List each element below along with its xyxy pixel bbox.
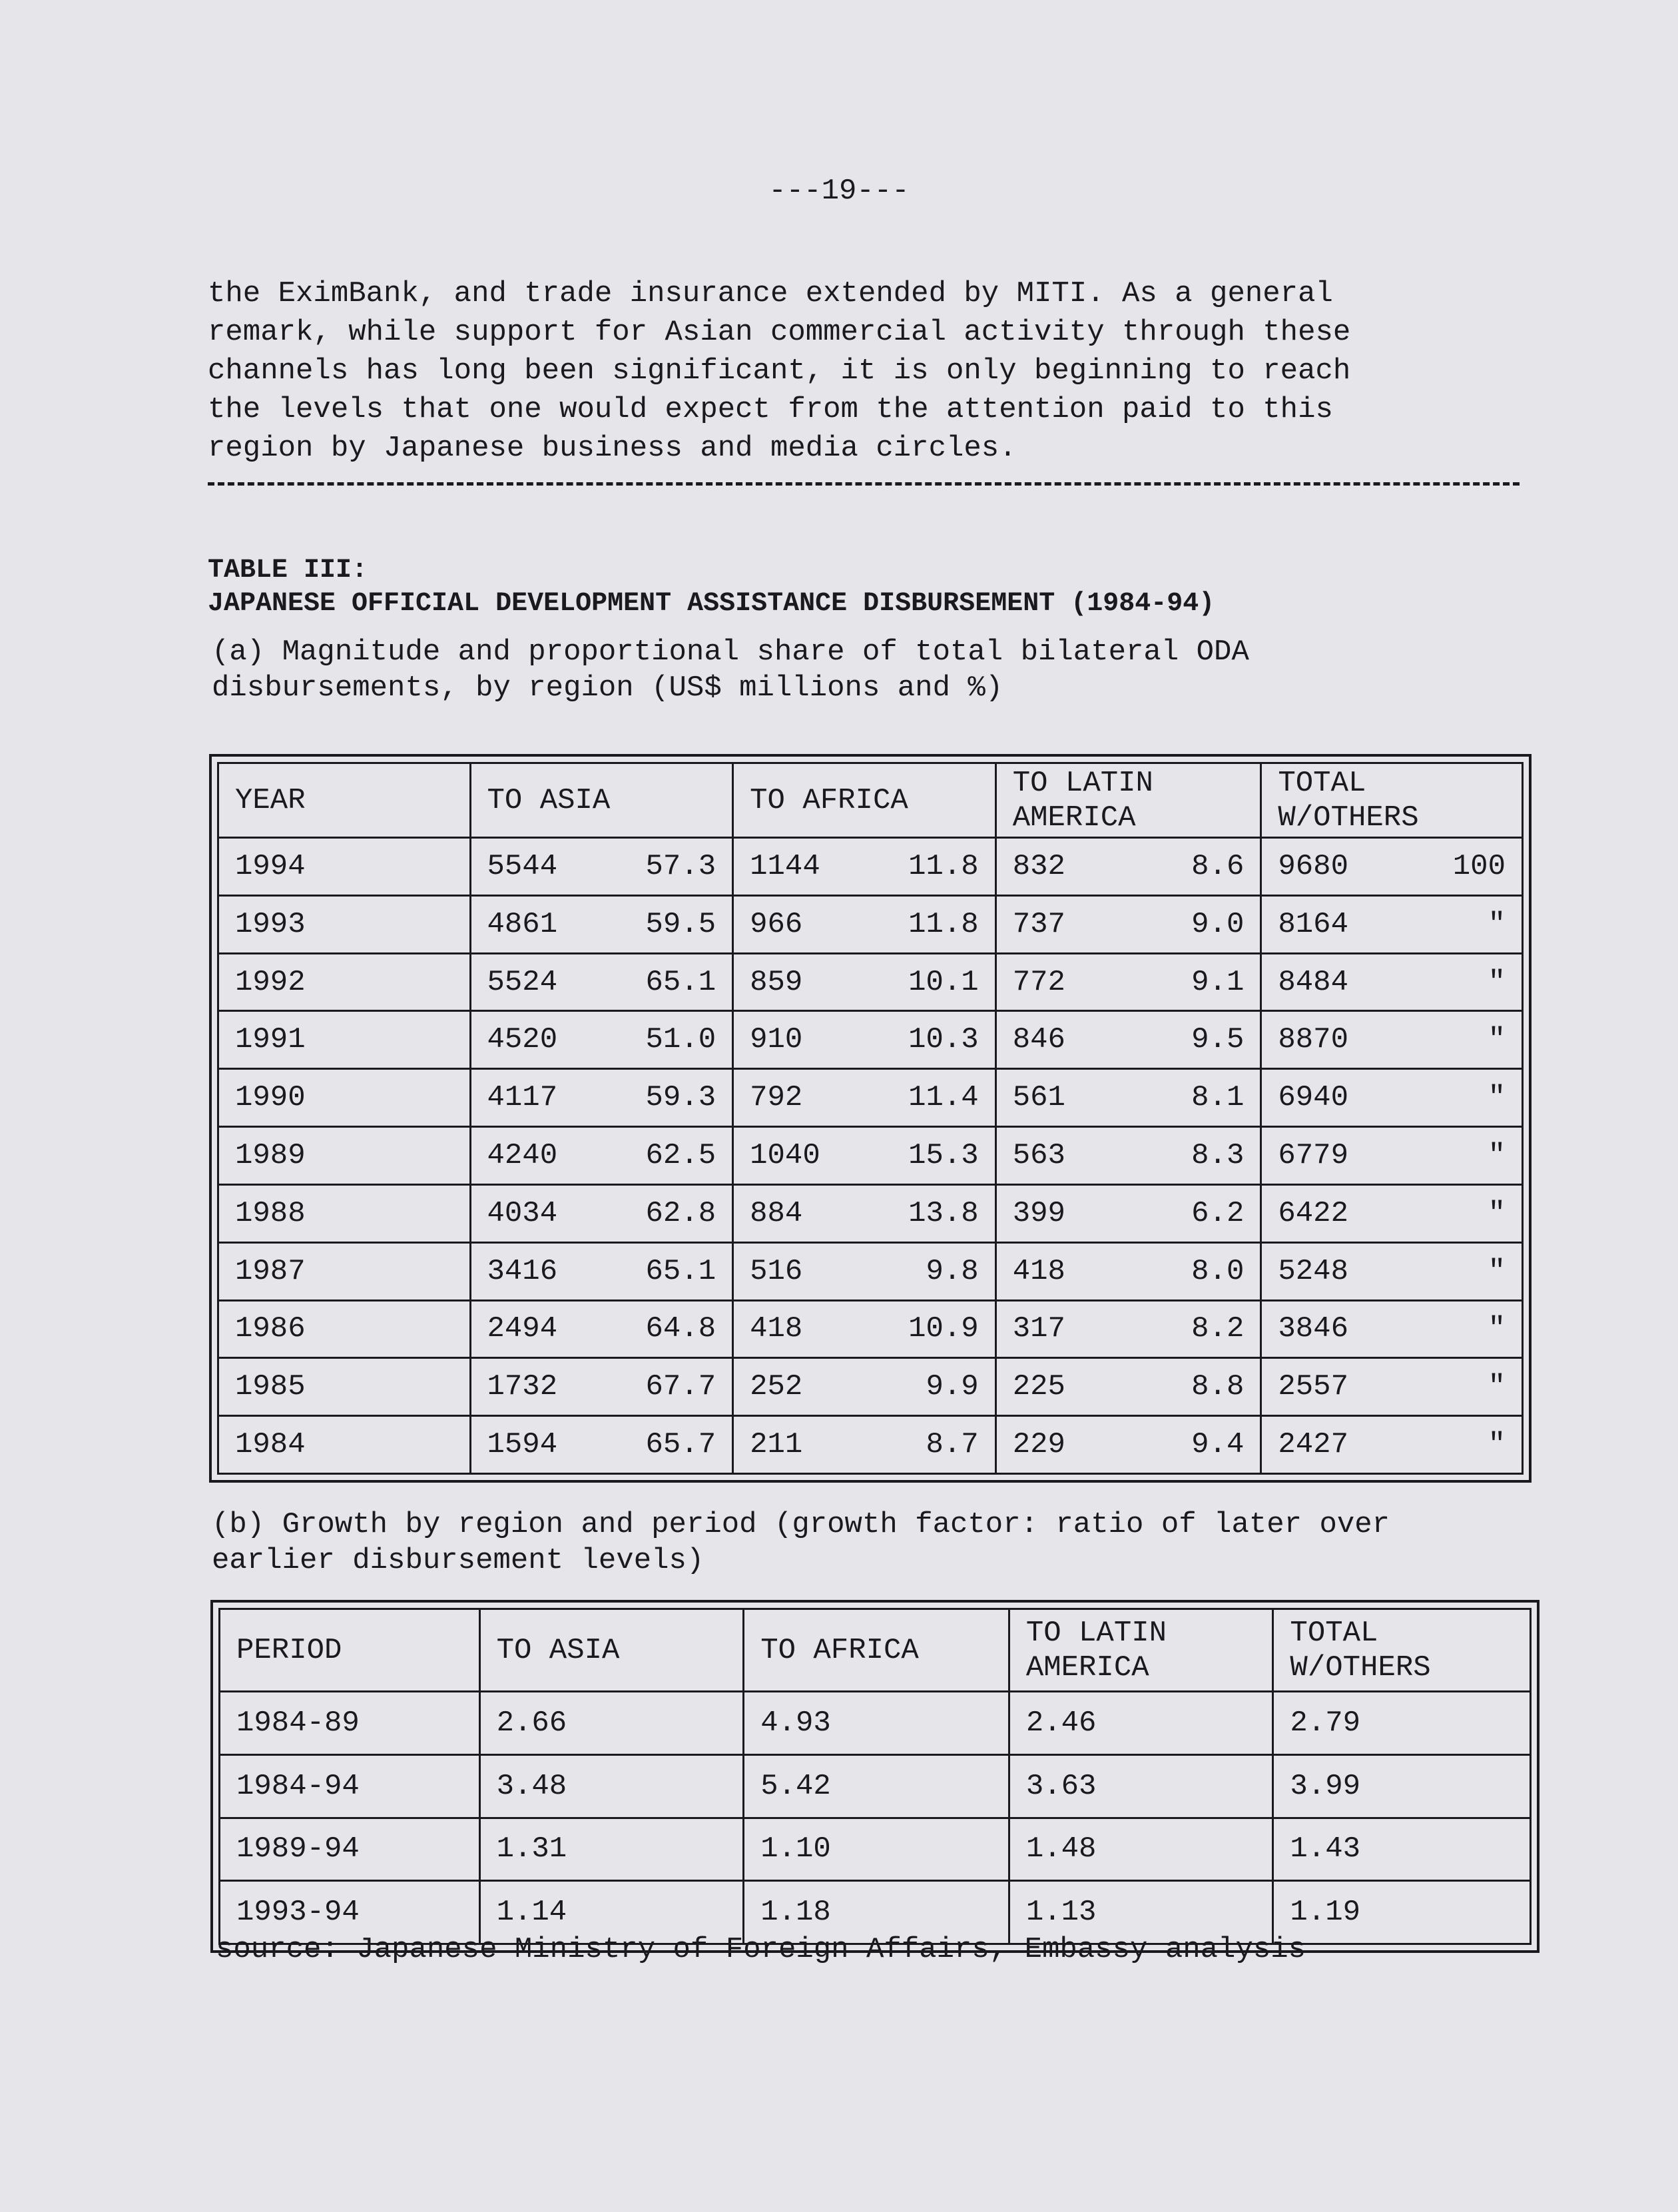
table-row <box>220 1818 1531 1881</box>
africa-value: 859 <box>750 965 803 999</box>
asia-value: 4117 <box>487 1081 558 1115</box>
table-number: TABLE III: <box>208 555 368 585</box>
latin-share: 8.8 <box>1191 1370 1245 1404</box>
africa-share: 11.8 <box>908 849 979 883</box>
latin-value: 418 <box>1012 1254 1065 1288</box>
total-cell: 1.19 <box>1273 1881 1531 1944</box>
header-to-latin-america <box>995 763 1261 838</box>
africa-cell: 5.42 <box>744 1754 1009 1818</box>
africa-cell: 1.10 <box>744 1818 1009 1881</box>
year-cell: 1989 <box>218 1127 471 1185</box>
asia-share: 67.7 <box>645 1370 716 1404</box>
asia-share: 62.5 <box>645 1138 716 1172</box>
header-line: W/OTHERS <box>1290 1651 1431 1684</box>
header-to-asia: TO ASIA <box>470 763 733 838</box>
period-cell: 1984-89 <box>220 1692 480 1755</box>
africa-share: 10.9 <box>908 1312 979 1346</box>
intro-line: the levels that one would expect from the attention paid to this <box>208 393 1333 426</box>
table-row <box>218 1416 1523 1474</box>
total-cell <box>1261 953 1523 1011</box>
header-period: PERIOD <box>220 1609 480 1692</box>
africa-cell <box>733 895 996 953</box>
total-share: " <box>1488 1428 1506 1462</box>
total-share: " <box>1488 1254 1506 1288</box>
header-line: TOTAL <box>1290 1616 1378 1650</box>
asia-cell <box>470 1242 733 1300</box>
total-value: 3846 <box>1278 1312 1348 1346</box>
latin-cell <box>995 953 1261 1011</box>
asia-share: 51.0 <box>645 1023 716 1057</box>
caption-line: (a) Magnitude and proportional share of total bilateral ODA <box>212 635 1249 669</box>
latin-cell <box>995 838 1261 896</box>
africa-value: 1144 <box>750 849 820 883</box>
latin-cell <box>995 895 1261 953</box>
latin-value: 737 <box>1012 907 1065 941</box>
asia-cell: 1.14 <box>479 1881 744 1944</box>
latin-cell: 1.48 <box>1009 1818 1273 1881</box>
latin-cell <box>995 1011 1261 1069</box>
latin-share: 8.6 <box>1191 849 1245 883</box>
intro-line: remark, while support for Asian commercial activity through these <box>208 316 1351 349</box>
total-share: 100 <box>1452 849 1506 883</box>
africa-cell <box>733 953 996 1011</box>
africa-share: 11.8 <box>908 907 979 941</box>
latin-cell <box>995 1127 1261 1185</box>
total-share: " <box>1488 1081 1506 1115</box>
total-value: 6779 <box>1278 1138 1348 1172</box>
total-value: 8484 <box>1278 965 1348 999</box>
latin-cell: 2.46 <box>1009 1692 1273 1755</box>
asia-cell: 3.48 <box>479 1754 744 1818</box>
header-to-africa: TO AFRICA <box>733 763 996 838</box>
asia-cell <box>470 838 733 896</box>
latin-share: 9.1 <box>1191 965 1245 999</box>
total-value: 6940 <box>1278 1081 1348 1115</box>
total-cell: 2.79 <box>1273 1692 1531 1755</box>
total-value: 9680 <box>1278 849 1348 883</box>
caption-a <box>212 634 1524 706</box>
africa-value: 1040 <box>750 1138 820 1172</box>
asia-value: 4034 <box>487 1196 558 1230</box>
africa-cell <box>733 1184 996 1242</box>
table-row <box>218 1242 1523 1300</box>
total-share: " <box>1488 1312 1506 1346</box>
total-share: " <box>1488 1023 1506 1057</box>
africa-share: 10.1 <box>908 965 979 999</box>
header-to-africa: TO AFRICA <box>744 1609 1009 1692</box>
africa-cell <box>733 1242 996 1300</box>
asia-share: 59.3 <box>645 1081 716 1115</box>
header-to-asia: TO ASIA <box>479 1609 744 1692</box>
total-share: " <box>1488 1370 1506 1404</box>
asia-cell <box>470 953 733 1011</box>
period-cell: 1984-94 <box>220 1754 480 1818</box>
table-row <box>218 1127 1523 1185</box>
header-line: AMERICA <box>1025 1651 1149 1684</box>
africa-share: 9.9 <box>926 1370 979 1404</box>
intro-line: region by Japanese business and media circles. <box>208 432 1017 465</box>
africa-share: 11.4 <box>908 1081 979 1115</box>
table-title: JAPANESE OFFICIAL DEVELOPMENT ASSISTANCE DISBURSEMENT (1984-94) <box>208 589 1215 619</box>
africa-value: 966 <box>750 907 803 941</box>
total-cell <box>1261 1127 1523 1185</box>
intro-line: channels has long been significant, it is only beginning to reach <box>208 354 1351 388</box>
table-row <box>220 1754 1531 1818</box>
africa-cell <box>733 1069 996 1127</box>
asia-cell <box>470 1300 733 1358</box>
africa-value: 418 <box>750 1312 803 1346</box>
latin-value: 561 <box>1012 1081 1065 1115</box>
year-cell: 1987 <box>218 1242 471 1300</box>
africa-share: 13.8 <box>908 1196 979 1230</box>
header-year: YEAR <box>218 763 471 838</box>
table-row <box>218 953 1523 1011</box>
latin-share: 9.4 <box>1191 1428 1245 1462</box>
period-cell: 1993-94 <box>220 1881 480 1944</box>
asia-share: 59.5 <box>645 907 716 941</box>
header-line: TO LATIN <box>1012 766 1153 800</box>
asia-value: 1594 <box>487 1428 558 1462</box>
intro-paragraph <box>208 274 1526 468</box>
year-cell: 1994 <box>218 838 471 896</box>
asia-cell <box>470 1184 733 1242</box>
table-a-header-row <box>218 763 1523 838</box>
table-a <box>217 762 1524 1475</box>
africa-value: 211 <box>750 1428 803 1462</box>
asia-share: 62.8 <box>645 1196 716 1230</box>
asia-value: 1732 <box>487 1370 558 1404</box>
africa-cell: 4.93 <box>744 1692 1009 1755</box>
latin-value: 225 <box>1012 1370 1065 1404</box>
source-note: source: Japanese Ministry of Foreign Affairs, Embassy analysis <box>216 1933 1306 1966</box>
total-value: 8870 <box>1278 1023 1348 1057</box>
asia-cell <box>470 895 733 953</box>
africa-cell: 1.18 <box>744 1881 1009 1944</box>
africa-value: 792 <box>750 1081 803 1115</box>
latin-cell <box>995 1300 1261 1358</box>
header-line: TOTAL <box>1278 766 1366 800</box>
latin-share: 8.2 <box>1191 1312 1245 1346</box>
latin-value: 229 <box>1012 1428 1065 1462</box>
header-line: AMERICA <box>1012 801 1136 835</box>
africa-cell <box>733 1300 996 1358</box>
africa-share: 15.3 <box>908 1138 979 1172</box>
period-cell: 1989-94 <box>220 1818 480 1881</box>
asia-cell <box>470 1011 733 1069</box>
total-cell <box>1261 1011 1523 1069</box>
table-row <box>218 1358 1523 1416</box>
latin-share: 6.2 <box>1191 1196 1245 1230</box>
header-to-latin-america <box>1009 1609 1273 1692</box>
asia-value: 4240 <box>487 1138 558 1172</box>
total-value: 6422 <box>1278 1196 1348 1230</box>
asia-share: 64.8 <box>645 1312 716 1346</box>
latin-share: 8.1 <box>1191 1081 1245 1115</box>
total-cell: 1.43 <box>1273 1818 1531 1881</box>
year-cell: 1991 <box>218 1011 471 1069</box>
header-line: W/OTHERS <box>1278 801 1419 835</box>
latin-cell: 3.63 <box>1009 1754 1273 1818</box>
asia-value: 2494 <box>487 1312 558 1346</box>
asia-share: 65.7 <box>645 1428 716 1462</box>
table-heading <box>208 554 1215 621</box>
total-cell <box>1261 895 1523 953</box>
header-total-with-others <box>1273 1609 1531 1692</box>
latin-share: 9.0 <box>1191 907 1245 941</box>
table-b-header-row <box>220 1609 1531 1692</box>
latin-share: 8.3 <box>1191 1138 1245 1172</box>
asia-value: 4520 <box>487 1023 558 1057</box>
asia-cell: 1.31 <box>479 1818 744 1881</box>
total-value: 2557 <box>1278 1370 1348 1404</box>
total-cell <box>1261 1358 1523 1416</box>
africa-share: 9.8 <box>926 1254 979 1288</box>
latin-cell: 1.13 <box>1009 1881 1273 1944</box>
latin-value: 846 <box>1012 1023 1065 1057</box>
table-row <box>218 1069 1523 1127</box>
caption-b <box>212 1507 1524 1579</box>
header-line: TO LATIN <box>1025 1616 1167 1650</box>
latin-share: 8.0 <box>1191 1254 1245 1288</box>
table-row <box>218 1011 1523 1069</box>
latin-cell <box>995 1069 1261 1127</box>
latin-cell <box>995 1416 1261 1474</box>
total-value: 8164 <box>1278 907 1348 941</box>
africa-share: 8.7 <box>926 1428 979 1462</box>
africa-cell <box>733 1358 996 1416</box>
total-cell <box>1261 1300 1523 1358</box>
caption-line: (b) Growth by region and period (growth factor: ratio of later over <box>212 1508 1390 1541</box>
year-cell: 1993 <box>218 895 471 953</box>
asia-share: 65.1 <box>645 965 716 999</box>
asia-value: 3416 <box>487 1254 558 1288</box>
latin-cell <box>995 1358 1261 1416</box>
table-row <box>220 1692 1531 1755</box>
africa-value: 910 <box>750 1023 803 1057</box>
caption-line: disbursements, by region (US$ millions and %) <box>212 671 1003 705</box>
asia-cell <box>470 1416 733 1474</box>
table-b-frame <box>210 1600 1539 1953</box>
total-share: " <box>1488 1196 1506 1230</box>
table-row <box>218 1300 1523 1358</box>
caption-line: earlier disbursement levels) <box>212 1544 704 1577</box>
year-cell: 1990 <box>218 1069 471 1127</box>
section-divider <box>208 482 1520 486</box>
year-cell: 1992 <box>218 953 471 1011</box>
total-cell <box>1261 1242 1523 1300</box>
asia-value: 4861 <box>487 907 558 941</box>
table-row <box>218 895 1523 953</box>
asia-share: 65.1 <box>645 1254 716 1288</box>
asia-cell <box>470 1358 733 1416</box>
latin-value: 399 <box>1012 1196 1065 1230</box>
latin-cell <box>995 1184 1261 1242</box>
total-share: " <box>1488 1138 1506 1172</box>
asia-share: 57.3 <box>645 849 716 883</box>
total-cell <box>1261 1069 1523 1127</box>
africa-value: 252 <box>750 1370 803 1404</box>
africa-share: 10.3 <box>908 1023 979 1057</box>
africa-value: 884 <box>750 1196 803 1230</box>
total-cell <box>1261 1184 1523 1242</box>
total-share: " <box>1488 965 1506 999</box>
intro-line: the EximBank, and trade insurance extended by MITI. As a general <box>208 277 1333 310</box>
latin-share: 9.5 <box>1191 1023 1245 1057</box>
asia-value: 5544 <box>487 849 558 883</box>
total-cell: 3.99 <box>1273 1754 1531 1818</box>
latin-value: 772 <box>1012 965 1065 999</box>
table-a-frame <box>209 754 1532 1483</box>
table-b <box>218 1608 1532 1945</box>
total-value: 5248 <box>1278 1254 1348 1288</box>
latin-value: 317 <box>1012 1312 1065 1346</box>
africa-cell <box>733 1416 996 1474</box>
table-row <box>218 1184 1523 1242</box>
total-value: 2427 <box>1278 1428 1348 1462</box>
year-cell: 1985 <box>218 1358 471 1416</box>
asia-cell <box>470 1069 733 1127</box>
asia-value: 5524 <box>487 965 558 999</box>
latin-cell <box>995 1242 1261 1300</box>
africa-cell <box>733 1011 996 1069</box>
total-cell <box>1261 838 1523 896</box>
year-cell: 1986 <box>218 1300 471 1358</box>
africa-cell <box>733 1127 996 1185</box>
latin-value: 563 <box>1012 1138 1065 1172</box>
year-cell: 1988 <box>218 1184 471 1242</box>
header-total-with-others <box>1261 763 1523 838</box>
total-share: " <box>1488 907 1506 941</box>
latin-value: 832 <box>1012 849 1065 883</box>
asia-cell <box>470 1127 733 1185</box>
asia-cell: 2.66 <box>479 1692 744 1755</box>
africa-cell <box>733 838 996 896</box>
table-row <box>218 838 1523 896</box>
africa-value: 516 <box>750 1254 803 1288</box>
page-number: ---19--- <box>768 175 910 208</box>
year-cell: 1984 <box>218 1416 471 1474</box>
total-cell <box>1261 1416 1523 1474</box>
